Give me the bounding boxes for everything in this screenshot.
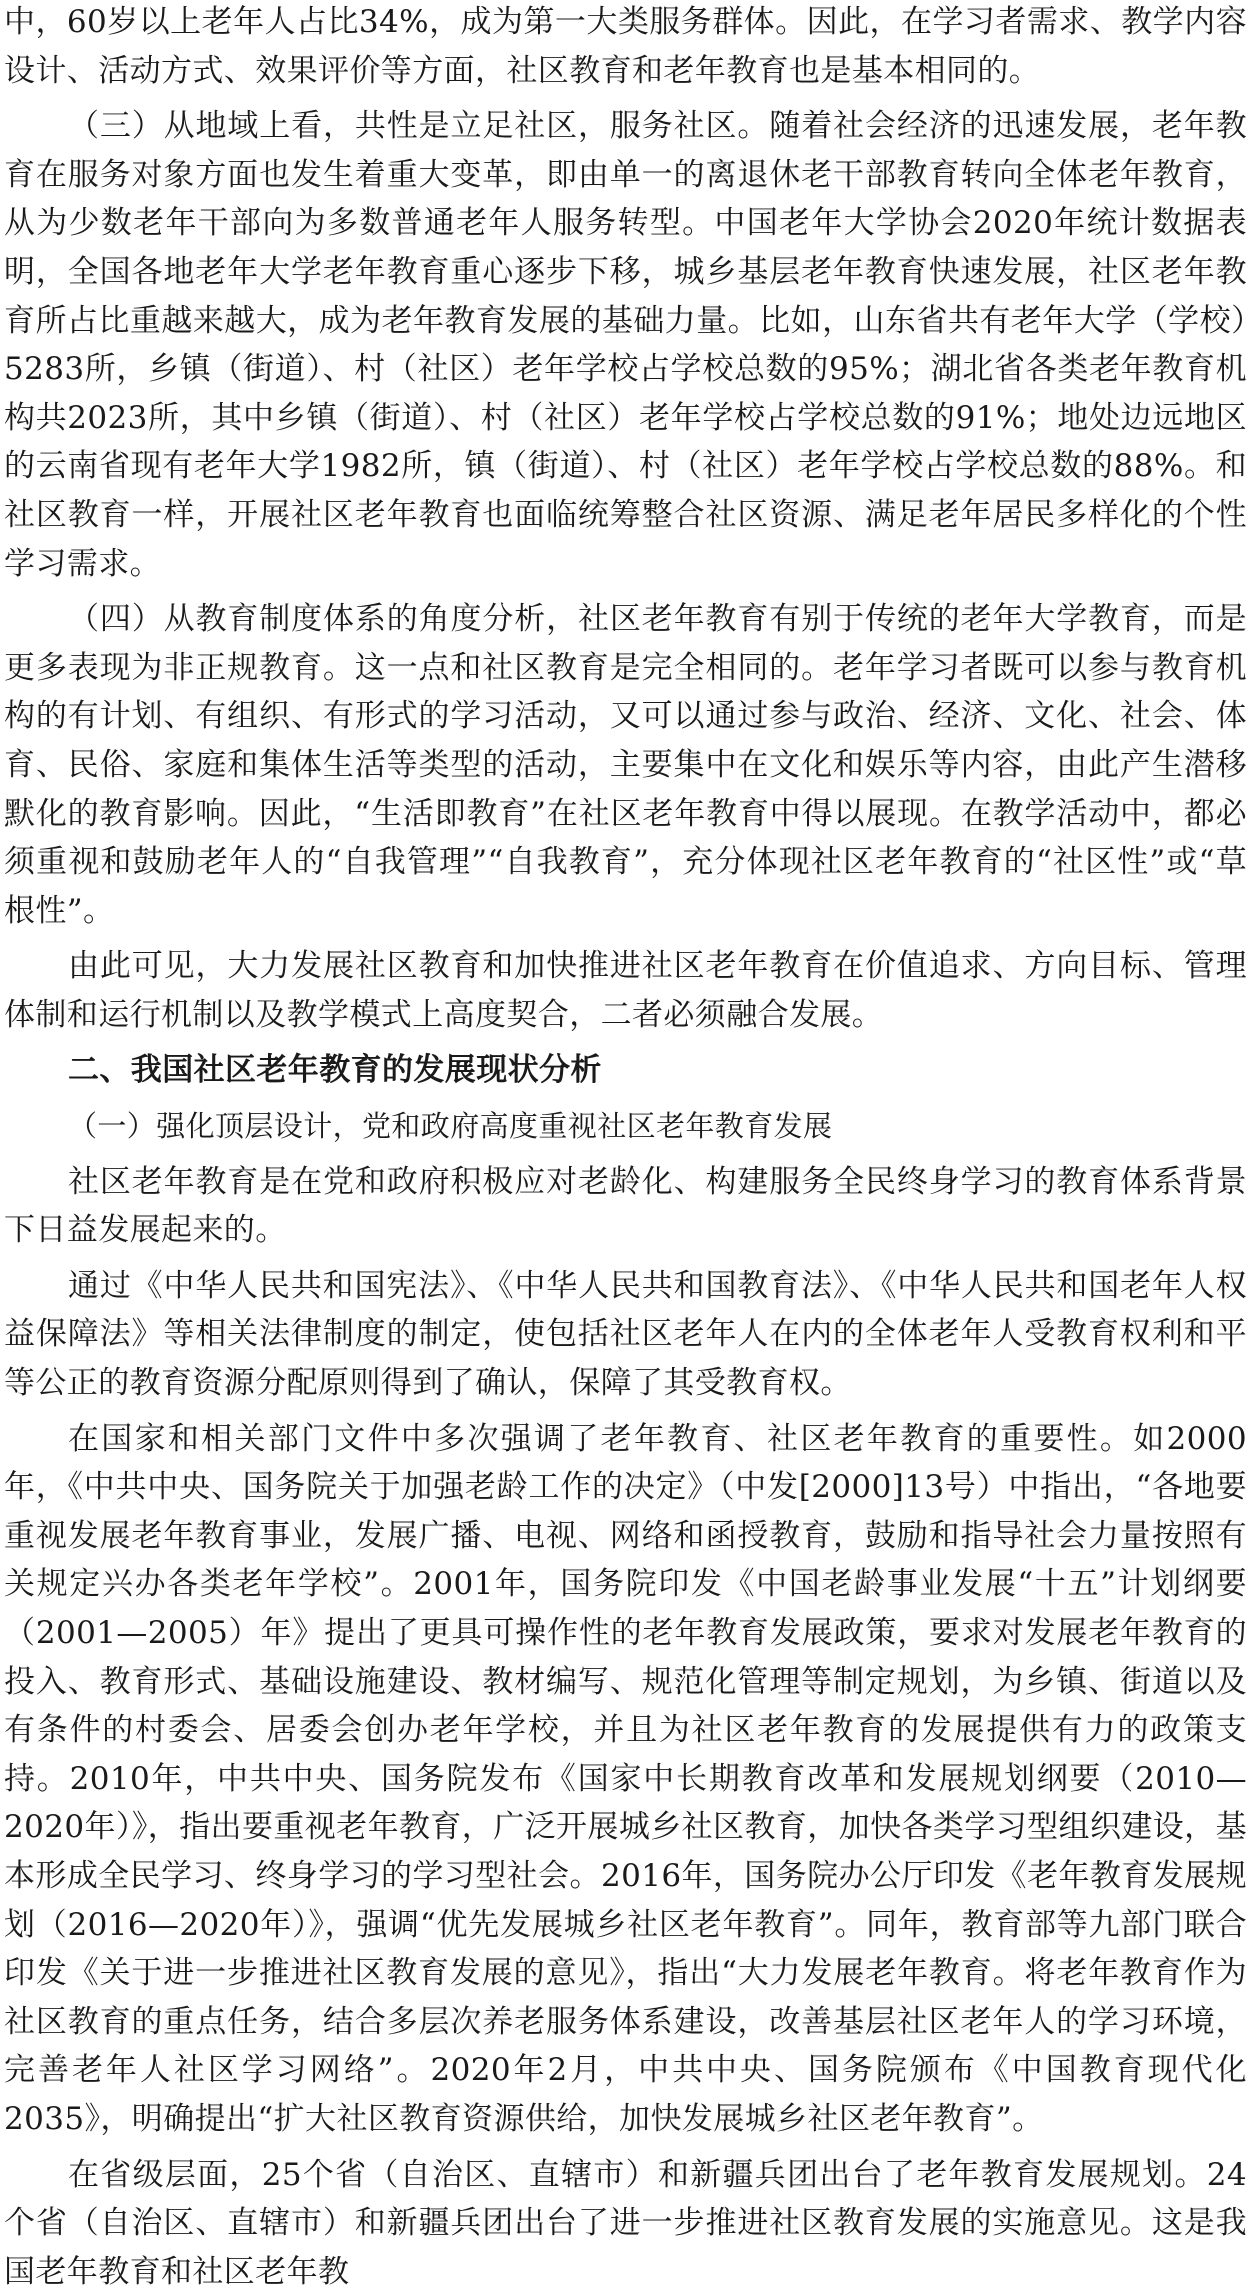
paragraph-laws: 通过《中华人民共和国宪法》、《中华人民共和国教育法》、《中华人民共和国老年人权益保障法》等相关法律制度的制定，使包括社区老年人在内的全体老年人受教育权利和平等公正的教育资源分配原则得到了确认，保障了其受教育权。 xyxy=(4,1267,1247,1402)
paragraph-background: 社区老年教育是在党和政府积极应对老龄化、构建服务全民终身学习的教育体系背景下日益发展起来的。 xyxy=(4,1163,1247,1249)
subsection-heading: （一）强化顶层设计，党和政府高度重视社区老年教育发展 xyxy=(68,1109,833,1144)
section-heading: 二、我国社区老年教育的发展现状分析 xyxy=(68,1052,602,1089)
paragraph-conclusion: 由此可见，大力发展社区教育和加快推进社区老年教育在价值追求、方向目标、管理体制和运行机制以及教学模式上高度契合，二者必须融合发展。 xyxy=(4,948,1247,1033)
paragraph-continuation: 中，60岁以上老年人占比34%，成为第一大类服务群体。因此，在学习者需求、教学内容设计、活动方式、效果评价等方面，社区教育和老年教育也是基本相同的。 xyxy=(4,4,1247,89)
paragraph-provincial-level: 在省级层面，25个省（自治区、直辖市）和新疆兵团出台了老年教育发展规划。24个省（自治区、直辖市）和新疆兵团出台了进一步推进社区教育发展的实施意见。这是我国老年教育和社区老年教 xyxy=(4,2156,1247,2290)
body-text xyxy=(4,0,1247,2296)
paragraph-section-three: （三）从地域上看，共性是立足社区，服务社区。随着社会经济的迅速发展，老年教育在服务对象方面也发生着重大变革，即由单一的离退休老干部教育转向全体老年教育，从为少数老年干部向为多数普通老年人服务转型。中国老年大学协会2020年统计数据表明，全国各地老年大学老年教育重心逐步下移，城乡基层老年教育快速发展，社区老年教育所占比重越来越大，成为老年教育发展的基础力量。比如，山东省共有老年大学（学校）5283所，乡镇（街道）、村（社区）老年学校占学校总数的95%；湖北省各类老年教育机构共2023所，其中乡镇（街道）、村（社区）老年学校占学校总数的91%；地处边远地区的云南省现有老年大学1982所，镇（街道）、村（社区）老年学校占学校总数的88%。和社区教育一样，开展社区老年教育也面临统筹整合社区资源、满足老年居民多样化的个性学习需求。 xyxy=(4,108,1247,582)
paragraph-section-four: （四）从教育制度体系的角度分析，社区老年教育有别于传统的老年大学教育，而是更多表现为非正规教育。这一点和社区教育是完全相同的。老年学习者既可以参与教育机构的有计划、有组织、有形式的学习活动，又可以通过参与政治、经济、文化、社会、体育、民俗、家庭和集体生活等类型的活动，主要集中在文化和娱乐等内容，由此产生潜移默化的教育影响。因此，“生活即教育”在社区老年教育中得以展现。在教学活动中，都必须重视和鼓励老年人的“自我管理”“自我教育”，充分体现社区老年教育的“社区性”或“草根性”。 xyxy=(4,601,1247,929)
paragraph-policy-documents: 在国家和相关部门文件中多次强调了老年教育、社区老年教育的重要性。如2000年，《中共中央、国务院关于加强老龄工作的决定》（中发[2000]13号）中指出，“各地要重视发展老年教育事业，发展广播、电视、网络和函授教育，鼓励和指导社会力量按照有关规定兴办各类老年学校”。2001年，国务院印发《中国老龄事业发展“十五”计划纲要（2001—2005）年》提出了更具可操作性的老年教育发展政策，要求对发展老年教育的投入、教育形式、基础设施建设、教材编写、规范化管理等制定规划，为乡镇、街道以及有条件的村委会、居委会创办老年学校，并且为社区老年教育的发展提供有力的政策支持。2010年，中共中央、国务院发布《国家中长期教育改革和发展规划纲要（2010—2020年）》，指出要重视老年教育，广泛开展城乡社区教育，加快各类学习型组织建设，基本形成全民学习、终身学习的学习型社会。2016年，国务院办公厅印发《老年教育发展规划（2016—2020年）》，强调“优先发展城乡社区老年教育”。同年，教育部等九部门联合印发《关于进一步推进社区教育发展的意见》，指出“大力发展老年教育。将老年教育作为社区教育的重点任务，结合多层次养老服务体系建设，改善基层社区老年人的学习环境，完善老年人社区学习网络”。2020年2月，中共中央、国务院颁布《中国教育现代化2035》，明确提出“扩大社区教育资源供给，加快发展城乡社区老年教育”。 xyxy=(4,1420,1247,2137)
